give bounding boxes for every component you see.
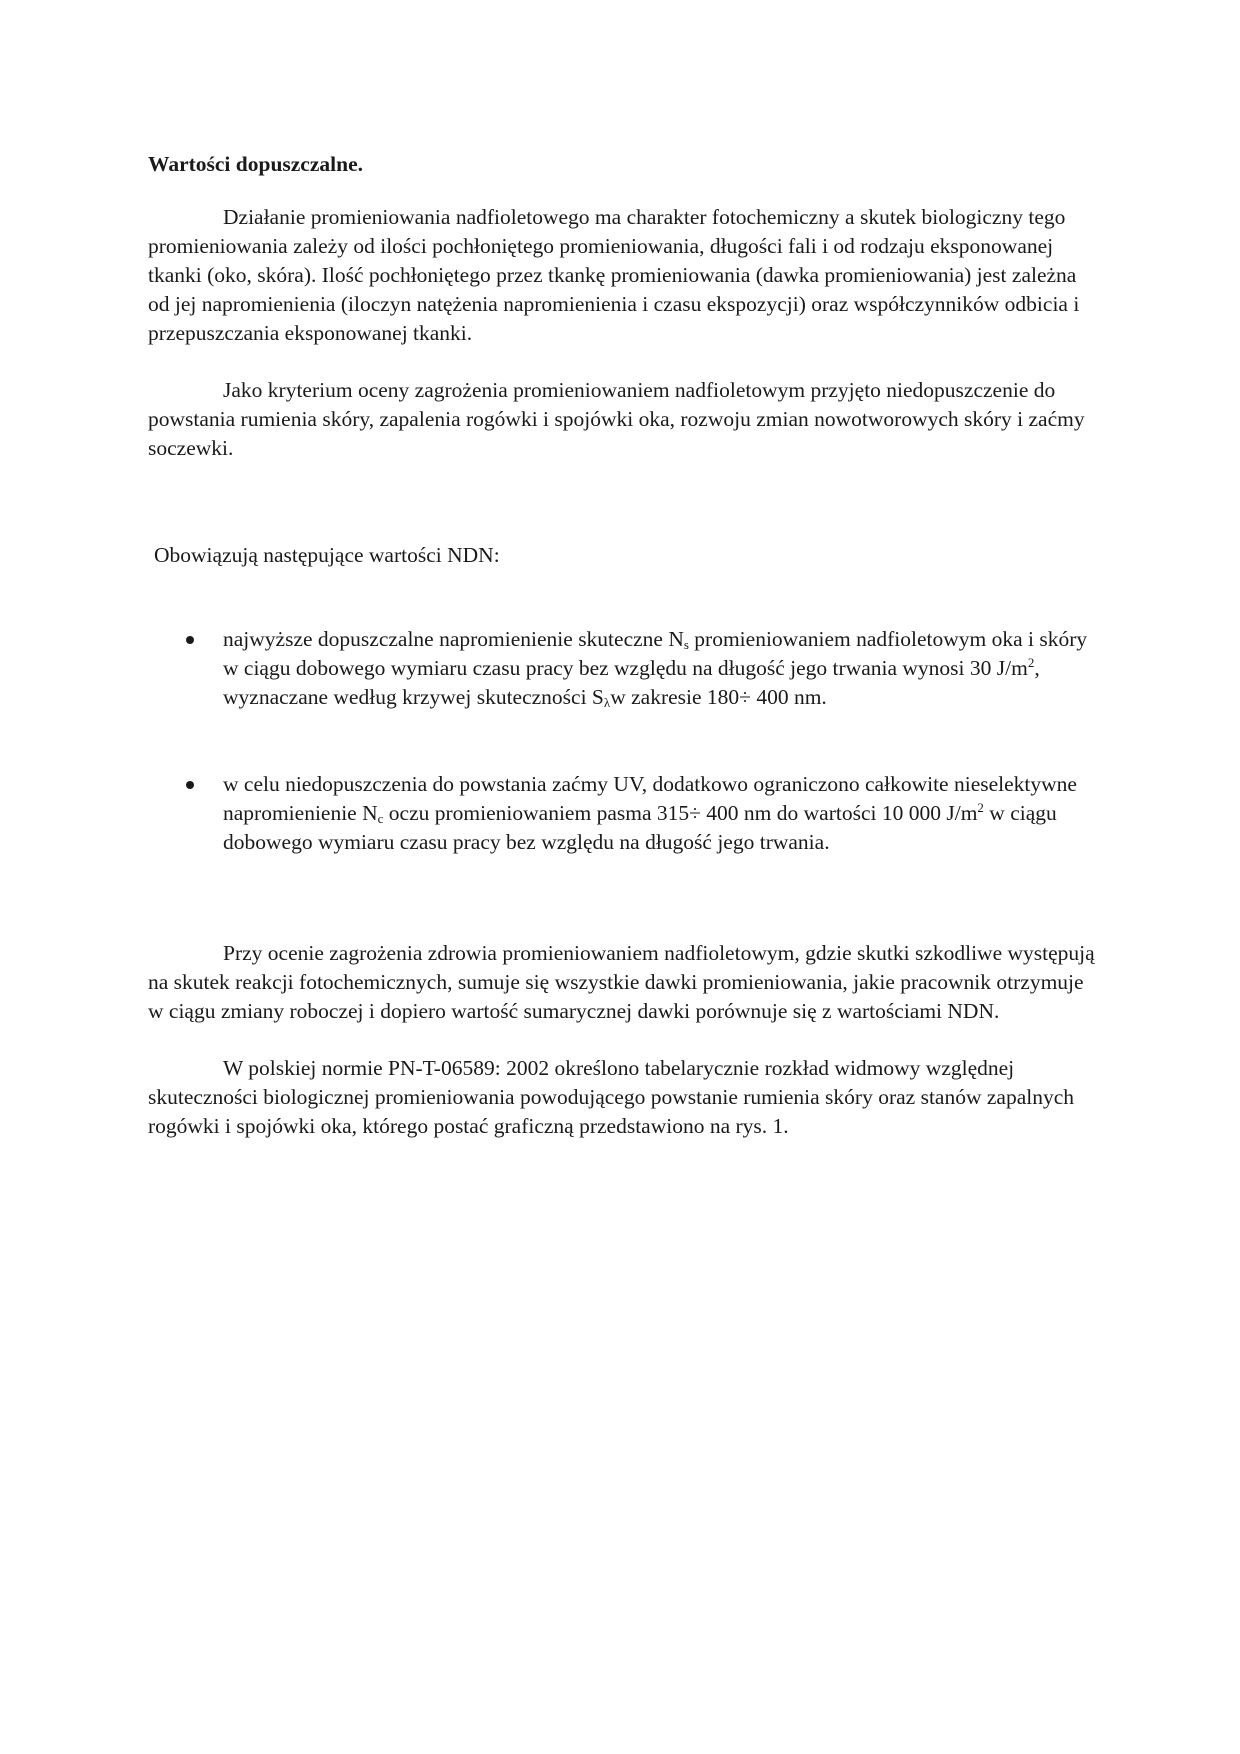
ndn-intro: Obowiązują następujące wartości NDN: [154,543,500,567]
paragraph-uv-effects: Działanie promieniowania nadfioletowego ma charakter fotochemiczny a skutek biologiczny tego promieniowania zależy od ilości pochłoniętego promieniowania, długości fali i od rodzaju eksponowanej tkanki (oko, skóra). Ilość pochłoniętego przez tkankę promieniowania (dawka promieniowania) jest zależna od jej napromienienia (iloczyn natężenia napromienienia i czasu ekspozycji) oraz współczynników odbicia i przepuszczania eksponowanej tkanki. [148,205,1080,345]
bullet1-text-1: najwyższe dopuszczalne napromienienie skuteczne N [223,627,684,651]
bullet1-text-2: promieniowaniem nadfioletowym oka i skóry w ciągu dobowego wymiaru czasu pracy bez względu na długość jego trwania wynosi 30 J/m [223,627,1088,680]
section-heading: Wartości dopuszczalne. [148,152,363,176]
bullet2-text-3: w ciągu dobowego wymiaru czasu pracy bez względu na długość jego trwania. [223,801,1057,854]
bullet-icon [186,636,194,644]
bullet1-sub-s: s [683,637,689,652]
bullet2-text-2: oczu promieniowaniem pasma 315÷ 400 nm do wartości 10 000 J/m [383,801,978,825]
spacer [148,915,1098,939]
document-page [148,150,1098,1169]
bullet1-text-3: , wyznaczane według krzywej skuteczności S [223,656,1040,709]
list-item-ndn-cataract [148,770,1098,857]
bullet1-text-4: w zakresie 180÷ 400 nm. [610,685,827,709]
bullet1-sup-2: 2 [1027,655,1035,670]
ndn-list [148,625,1098,857]
bullet1-sub-lambda: λ [603,695,611,710]
paragraph-criteria: Jako kryterium oceny zagrożenia promieniowaniem nadfioletowym przyjęto niedopuszczenie do powstania rumienia skóry, zapalenia rogówki i spojówki oka, rozwoju zmian nowotworowych skóry i zaćmy soczewki. [148,378,1085,460]
bullet2-text-1: w celu niedopuszczenia do powstania zaćmy UV, dodatkowo ograniczono całkowite nieselektywne napromienienie N [223,772,1077,825]
bullet2-sub-c: c [377,811,384,826]
paragraph-polish-standard: W polskiej normie PN-T-06589: 2002 określono tabelarycznie rozkład widmowy względnej skuteczności biologicznej promieniowania powodującego powstanie rumienia skóry oraz stanów zapalnych rogówki i spojówki oka, którego postać graficzną przedstawiono na rys. 1. [148,1056,1075,1138]
paragraph-dose-summation: Przy ocenie zagrożenia zdrowia promieniowaniem nadfioletowym, gdzie skutki szkodliwe występują na skutek reakcji fotochemicznych, sumuje się wszystkie dawki promieniowania, jakie pracownik otrzymuje w ciągu zmiany roboczej i dopiero wartość sumarycznej dawki porównuje się z wartościami NDN. [148,941,1095,1023]
bullet2-sup-2: 2 [977,800,984,815]
bullet-icon [186,781,194,789]
list-item-ndn-skin-eye [148,625,1098,712]
